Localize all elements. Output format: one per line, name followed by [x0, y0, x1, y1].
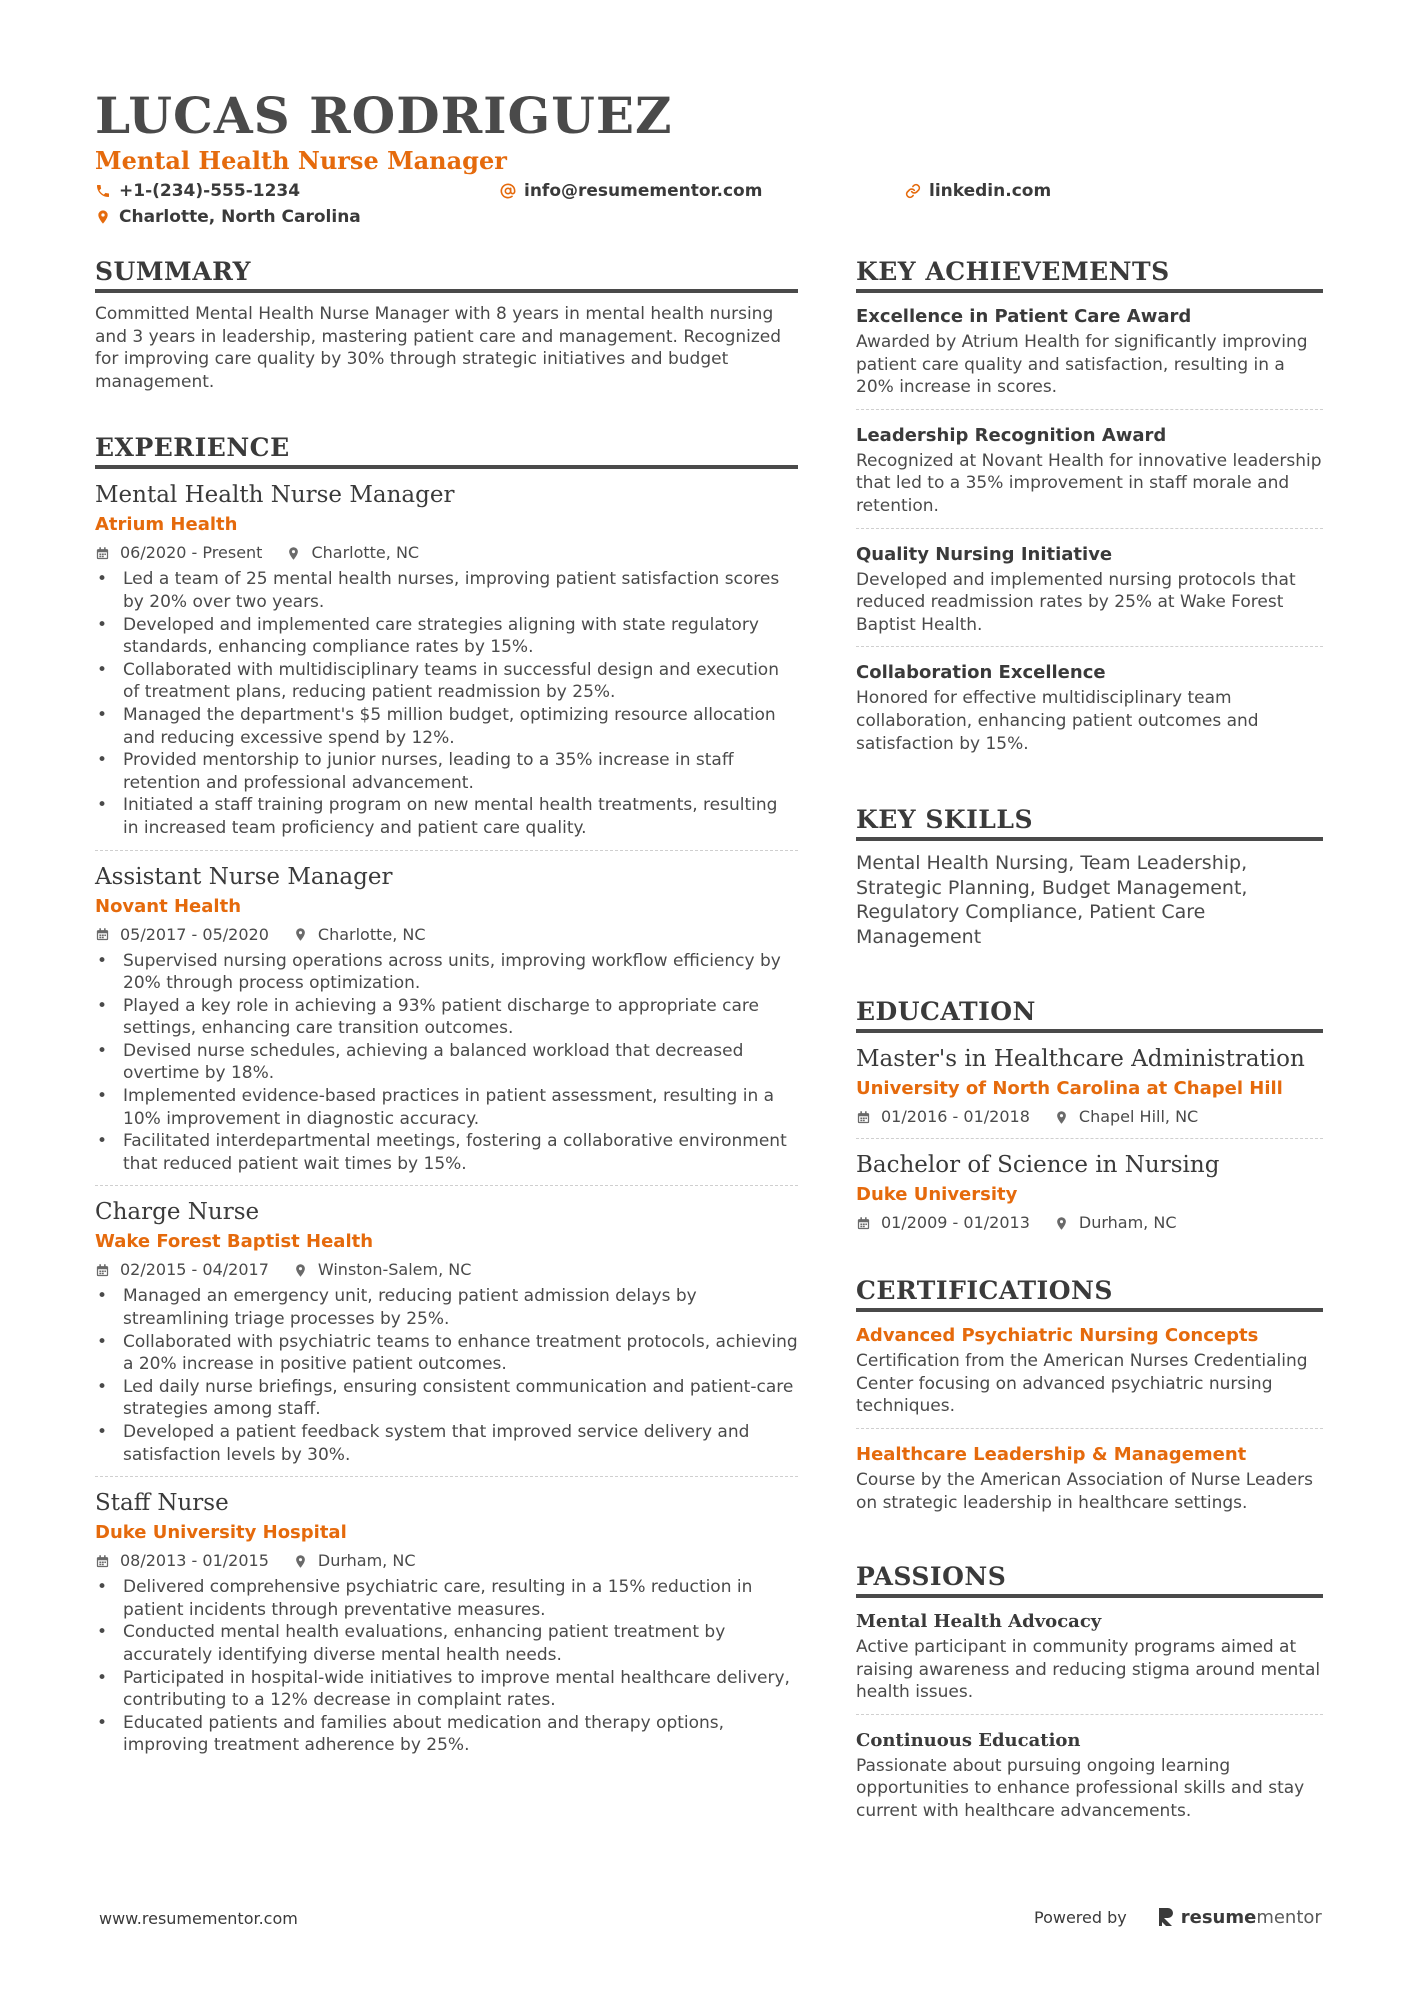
- location-text: Charlotte, North Carolina: [119, 207, 361, 227]
- job-bullet: • Managed an emergency unit, reducing patient admission delays by streamlining triage processes by 25%.: [95, 1285, 798, 1330]
- job-dates: 02/2015 - 04/2017: [120, 1260, 269, 1280]
- summary-section: [95, 255, 798, 393]
- job-dates: 06/2020 - Present: [120, 543, 263, 563]
- calendar-icon: [95, 927, 110, 942]
- footer-website[interactable]: www.resumementor.com: [99, 1909, 298, 1928]
- job-bullet: • Developed and implemented care strategies aligning with state regulatory standards, enhancing compliance rates by 15%.: [95, 614, 798, 659]
- job-entry: [95, 1196, 798, 1477]
- resume-header: [95, 86, 1325, 230]
- experience-section: [95, 431, 798, 1767]
- education-degree: Master's in Healthcare Administration: [856, 1046, 1305, 1073]
- right-column: [856, 255, 1323, 1871]
- job-bullet: • Collaborated with multidisciplinary teams in successful design and execution of treatment plans, reducing patient readmission by 25%.: [95, 659, 798, 704]
- map-pin-icon: [1054, 1110, 1069, 1125]
- passion-text: Active participant in community programs aimed at raising awareness and reducing stigma around mental health issues.: [856, 1637, 1321, 1703]
- education-location: Chapel Hill, NC: [1078, 1107, 1199, 1127]
- contact-phone: [95, 178, 300, 204]
- certification-text: Certification from the American Nurses Credentialing Center focusing on advanced psychiatric nursing techniques.: [856, 1351, 1308, 1417]
- email-text: info@resumementor.com: [524, 181, 763, 201]
- phone-icon: [95, 183, 111, 199]
- linkedin-text: linkedin.com: [929, 181, 1052, 201]
- skills-section: [856, 803, 1323, 949]
- achievement-text: Recognized at Novant Health for innovative leadership that led to a 35% improvement in staff morale and retention.: [856, 450, 1322, 516]
- brand-logo[interactable]: [1157, 1906, 1322, 1928]
- calendar-icon: [95, 1263, 110, 1278]
- map-pin-icon: [293, 1554, 308, 1569]
- job-entry: [95, 479, 798, 850]
- section-title-education: EDUCATION: [856, 995, 1323, 1033]
- calendar-icon: [95, 1554, 110, 1569]
- section-title-summary: SUMMARY: [95, 255, 798, 293]
- education-meta: [856, 1104, 1323, 1130]
- job-title: Mental Health Nurse Manager: [95, 482, 455, 509]
- job-bullet: • Led a team of 25 mental health nurses, improving patient satisfaction scores by 20% over two years.: [95, 568, 798, 613]
- job-bullet: • Collaborated with psychiatric teams to enhance treatment protocols, achieving a 20% increase in positive patient outcomes.: [95, 1331, 798, 1376]
- map-pin-icon: [293, 1263, 308, 1278]
- certification-item: [856, 1441, 1323, 1524]
- at-sign-icon: [500, 183, 516, 199]
- candidate-headline: Mental Health Nurse Manager: [95, 146, 507, 175]
- certification-text: Course by the American Association of Nurse Leaders on strategic leadership in healthcare settings.: [856, 1469, 1313, 1513]
- map-pin-icon: [95, 209, 111, 225]
- achievement-title: Leadership Recognition Award: [856, 424, 1167, 446]
- brand-name-bold: resume: [1180, 1906, 1257, 1928]
- job-bullet: • Provided mentorship to junior nurses, leading to a 35% increase in staff retention and professional advancement.: [95, 749, 798, 794]
- passion-title: Continuous Education: [856, 1729, 1081, 1751]
- candidate-name: LUCAS RODRIGUEZ: [95, 86, 673, 145]
- calendar-icon: [856, 1216, 871, 1231]
- powered-by-text: Powered by: [1034, 1907, 1127, 1927]
- job-company: Wake Forest Baptist Health: [95, 1231, 374, 1253]
- achievement-item: [856, 659, 1323, 765]
- education-location: Durham, NC: [1078, 1213, 1177, 1233]
- passion-text: Passionate about pursuing ongoing learning opportunities to enhance professional skills and stay current with healthcare advancements.: [856, 1755, 1305, 1822]
- contact-info: [95, 178, 1325, 230]
- map-pin-icon: [286, 546, 301, 561]
- achievement-title: Collaboration Excellence: [856, 662, 1106, 684]
- job-title: Assistant Nurse Manager: [95, 863, 393, 890]
- job-company: Duke University Hospital: [95, 1522, 347, 1544]
- job-location: Durham, NC: [317, 1551, 416, 1571]
- job-bullet: • Developed a patient feedback system that improved service delivery and satisfaction levels by 30%.: [95, 1421, 798, 1466]
- job-title: Staff Nurse: [95, 1490, 229, 1517]
- left-column: [95, 255, 798, 1805]
- education-item: [856, 1043, 1323, 1139]
- achievement-title: Excellence in Patient Care Award: [856, 306, 1192, 327]
- map-pin-icon: [293, 927, 308, 942]
- passion-item: [856, 1727, 1323, 1833]
- contact-location: [95, 204, 361, 230]
- calendar-icon: [856, 1110, 871, 1125]
- education-dates: 01/2009 - 01/2013: [881, 1213, 1030, 1233]
- achievement-item: [856, 303, 1323, 410]
- education-dates: 01/2016 - 01/2018: [881, 1107, 1030, 1127]
- job-company: Novant Health: [95, 895, 242, 917]
- job-meta: [95, 1257, 798, 1283]
- certification-title: Advanced Psychiatric Nursing Concepts: [856, 1325, 1259, 1347]
- achievement-text: Honored for effective multidisciplinary team collaboration, enhancing patient outcomes and satisfaction by 15%.: [856, 688, 1259, 754]
- education-item: [856, 1149, 1323, 1244]
- achievement-title: Quality Nursing Initiative: [856, 543, 1113, 565]
- certification-title: Healthcare Leadership & Management: [856, 1443, 1247, 1465]
- job-bullet: • Initiated a staff training program on new mental health treatments, resulting in increased team proficiency and patient care quality.: [95, 794, 798, 839]
- job-bullet: • Devised nurse schedules, achieving a balanced workload that decreased overtime by 18%.: [95, 1040, 798, 1085]
- job-location: Winston-Salem, NC: [317, 1260, 472, 1280]
- job-bullets: [95, 568, 798, 839]
- education-degree: Bachelor of Science in Nursing: [856, 1152, 1220, 1179]
- section-title-experience: EXPERIENCE: [95, 431, 798, 469]
- certifications-section: [856, 1274, 1323, 1524]
- job-meta: [95, 922, 798, 948]
- job-company: Atrium Health: [95, 514, 238, 536]
- job-meta: [95, 1548, 798, 1574]
- job-bullet: • Conducted mental health evaluations, enhancing patient treatment by accurately identifying diverse mental health needs.: [95, 1621, 798, 1666]
- summary-text: Committed Mental Health Nurse Manager with 8 years in mental health nursing and 3 years in leadership, mastering patient care and management. Recognized for improving care quality by 30% through strategic initiatives and budget management.: [95, 304, 782, 392]
- certification-item: [856, 1322, 1323, 1429]
- job-bullet: • Implemented evidence-based practices in patient assessment, resulting in a 10% improvement in diagnostic accuracy.: [95, 1085, 798, 1130]
- map-pin-icon: [1054, 1216, 1069, 1231]
- job-location: Charlotte, NC: [317, 924, 426, 944]
- job-bullet: • Led daily nurse briefings, ensuring consistent communication and patient-care strategies among staff.: [95, 1376, 798, 1421]
- achievements-section: [856, 255, 1323, 765]
- achievement-text: Developed and implemented nursing protocols that reduced readmission rates by 25% at Wake Forest Baptist Health.: [856, 569, 1296, 635]
- job-entry: [95, 861, 798, 1187]
- education-section: [856, 995, 1323, 1244]
- job-bullets: [95, 1576, 798, 1757]
- job-meta: [95, 540, 798, 566]
- job-bullets: [95, 950, 798, 1176]
- contact-linkedin[interactable]: [905, 178, 1051, 204]
- job-bullet: • Facilitated interdepartmental meetings, fostering a collaborative environment that reduced patient wait times by 15%.: [95, 1130, 798, 1175]
- job-bullet: • Supervised nursing operations across units, improving workflow efficiency by 20% through process optimization.: [95, 950, 798, 995]
- phone-text: +1-(234)-555-1234: [119, 181, 301, 201]
- education-school: Duke University: [856, 1184, 1018, 1206]
- job-bullet: • Educated patients and families about medication and therapy options, improving treatment adherence by 25%.: [95, 1712, 798, 1757]
- job-bullet: • Delivered comprehensive psychiatric care, resulting in a 15% reduction in patient incidents through preventative measures.: [95, 1576, 798, 1621]
- education-school: University of North Carolina at Chapel Hill: [856, 1078, 1283, 1100]
- job-entry: [95, 1487, 798, 1767]
- achievement-text: Awarded by Atrium Health for significantly improving patient care quality and satisfaction, resulting in a 20% increase in scores.: [856, 332, 1308, 398]
- job-bullet: • Played a key role in achieving a 93% patient discharge to appropriate care settings, enhancing care transition outcomes.: [95, 995, 798, 1040]
- calendar-icon: [95, 546, 110, 561]
- passion-item: [856, 1608, 1323, 1715]
- contact-email[interactable]: [500, 178, 762, 204]
- achievement-item: [856, 422, 1323, 529]
- job-title: Charge Nurse: [95, 1199, 260, 1226]
- passion-title: Mental Health Advocacy: [856, 1611, 1102, 1633]
- passions-section: [856, 1560, 1323, 1833]
- job-bullets: [95, 1285, 798, 1466]
- section-title-achievements: KEY ACHIEVEMENTS: [856, 255, 1323, 293]
- link-icon: [905, 183, 921, 199]
- resumementor-logo-icon: [1157, 1906, 1175, 1928]
- section-title-certifications: CERTIFICATIONS: [856, 1274, 1323, 1312]
- footer-branding: [1034, 1902, 1322, 1932]
- job-bullet: • Participated in hospital-wide initiatives to improve mental healthcare delivery, contributing to a 12% decrease in complaint rates.: [95, 1667, 798, 1712]
- section-title-passions: PASSIONS: [856, 1560, 1323, 1598]
- section-title-skills: KEY SKILLS: [856, 803, 1323, 841]
- job-bullet: • Managed the department's $5 million budget, optimizing resource allocation and reducing excessive spend by 12%.: [95, 704, 798, 749]
- job-location: Charlotte, NC: [311, 543, 420, 563]
- job-dates: 05/2017 - 05/2020: [120, 924, 269, 944]
- skills-text: Mental Health Nursing, Team Leadership, Strategic Planning, Budget Management, Regulatory Compliance, Patient Care Management: [856, 852, 1248, 948]
- achievement-item: [856, 541, 1323, 648]
- education-meta: [856, 1210, 1323, 1236]
- brand-name-light: mentor: [1256, 1906, 1322, 1928]
- job-dates: 08/2013 - 01/2015: [120, 1551, 269, 1571]
